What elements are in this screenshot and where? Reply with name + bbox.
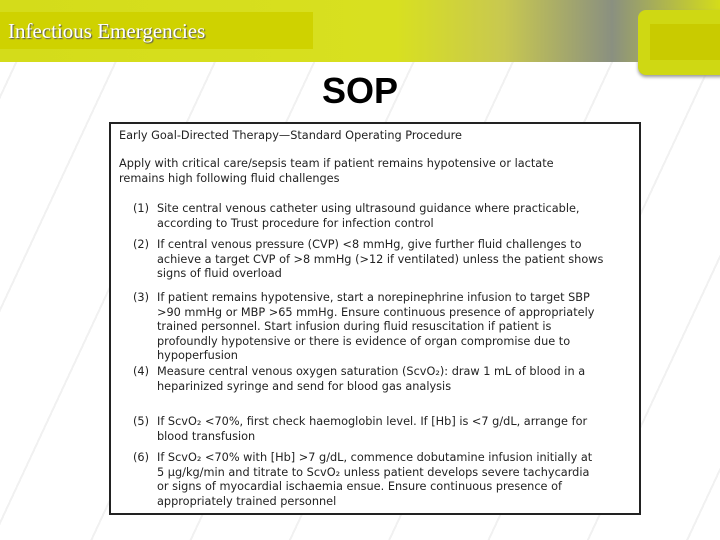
item-line: signs of fluid overload: [157, 267, 282, 281]
item-text: [157, 291, 594, 364]
item-line: or signs of myocardial ischaemia ensue. Ensure continuous presence of: [157, 480, 562, 494]
item-line: profoundly hypotensive or there is evidence of organ compromise due to: [157, 334, 571, 348]
item-line: Site central venous catheter using ultrasound guidance where practicable,: [157, 202, 580, 215]
item-line: appropriately trained personnel: [157, 494, 337, 508]
item-line: If central venous pressure (CVP) <8 mmHg, give further fluid challenges to: [157, 238, 582, 251]
item-number: (1): [133, 202, 150, 215]
item-line: If patient remains hypotensive, start a norepinephrine infusion to target SBP: [157, 291, 590, 304]
item-number: (4): [133, 365, 150, 378]
item-line: according to Trust procedure for infection control: [157, 216, 434, 230]
item-number: (6): [133, 451, 150, 464]
intro-line: remains high following fluid challenges: [119, 171, 340, 185]
item-line: hypoperfusion: [157, 349, 238, 363]
slide-heading: SOP: [321, 70, 399, 111]
item-line: achieve a target CVP of >8 mmHg (>12 if ventilated) unless the patient shows: [157, 252, 604, 266]
item-text: [157, 451, 592, 509]
intro-line: Apply with critical care/sepsis team if patient remains hypotensive or lactate: [119, 157, 554, 170]
item-number: (5): [133, 415, 150, 428]
item-line: heparinized syringe and send for blood gas analysis: [157, 379, 452, 393]
item-line: If ScvO₂ <70%, first check haemoglobin level. If [Hb] is <7 g/dL, arrange for: [157, 415, 588, 428]
item-line: 5 µg/kg/min and titrate to ScvO₂ unless patient develops severe tachycardia: [157, 465, 590, 479]
item-number: (3): [133, 291, 150, 304]
item-line: Measure central venous oxygen saturation (ScvO₂): draw 1 mL of blood in a: [157, 365, 586, 378]
sop-document: [109, 122, 641, 515]
item-number: (2): [133, 238, 150, 251]
document-title: Early Goal-Directed Therapy—Standard Operating Procedure: [119, 129, 463, 142]
header-title: Infectious Emergencies: [8, 19, 206, 43]
item-text: [157, 238, 603, 282]
decorative-box-inner: [650, 24, 720, 60]
item-text: [157, 365, 585, 394]
item-line: If ScvO₂ <70% with [Hb] >7 g/dL, commence dobutamine infusion initially at: [157, 451, 593, 464]
item-text: [157, 202, 580, 231]
document-intro: [119, 157, 554, 186]
item-line: blood transfusion: [157, 429, 256, 443]
item-line: trained personnel. Start infusion during fluid resuscitation if patient is: [157, 320, 552, 334]
item-text: [157, 415, 587, 444]
item-line: >90 mmHg or MBP >65 mmHg. Ensure continuous presence of appropriately: [157, 305, 595, 319]
